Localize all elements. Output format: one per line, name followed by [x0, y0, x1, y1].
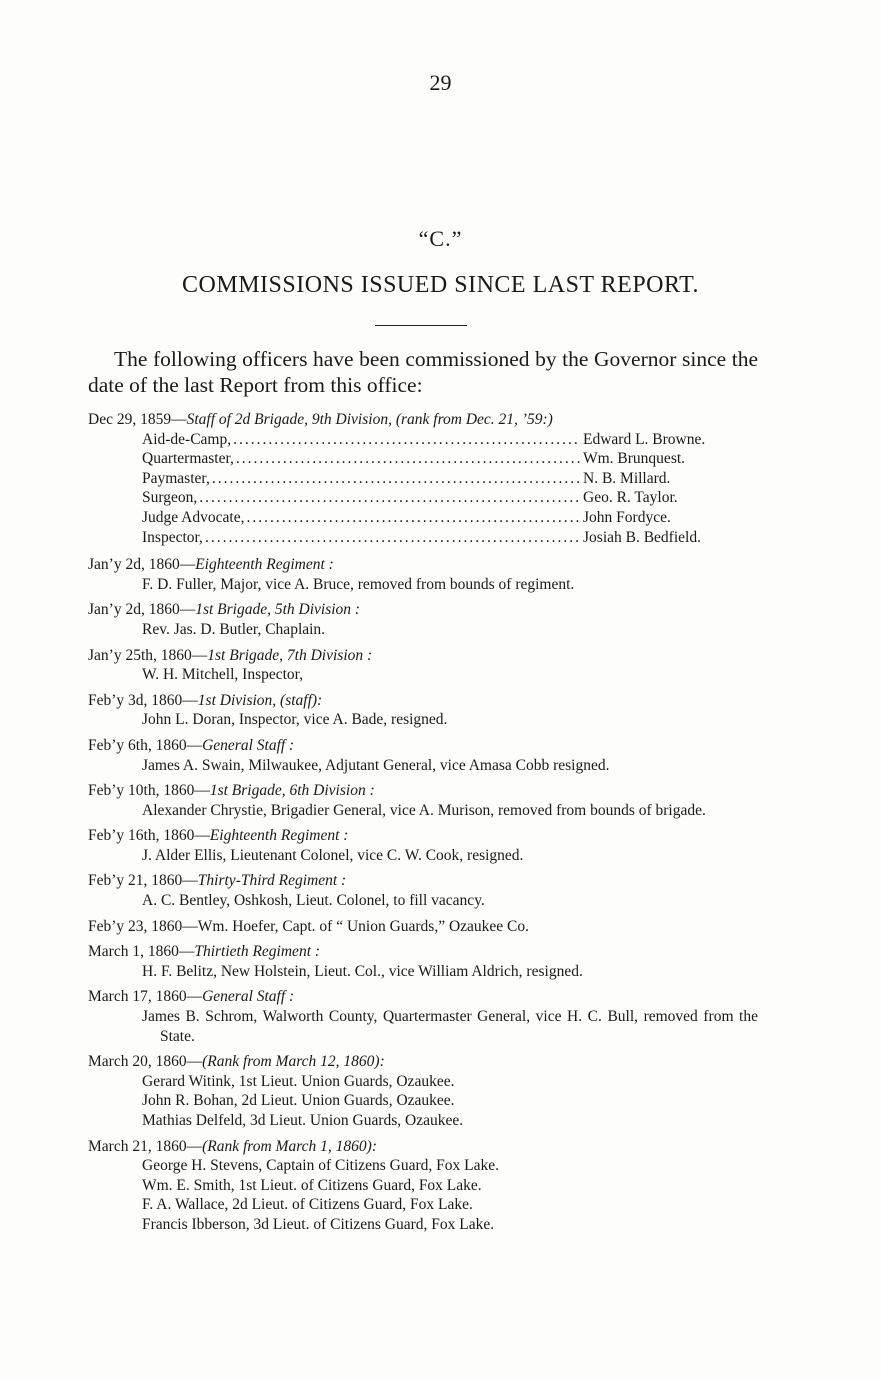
- entry-date: March 20, 1860—: [88, 1053, 203, 1071]
- intro-paragraph: The following officers have been commissioned by the Governor since the date of the last Report from this office:: [88, 347, 758, 397]
- commission-entry: [88, 691, 758, 730]
- staff-rows: [88, 430, 758, 548]
- entry-heading: [88, 646, 758, 666]
- dot-leader: [233, 430, 581, 450]
- commission-entry: [88, 736, 758, 775]
- entry-date: Feb’y 21, 1860—: [88, 872, 198, 890]
- entry-date: Feb’y 10th, 1860—: [88, 782, 210, 800]
- staff-row: [142, 430, 758, 450]
- commission-entry: [88, 781, 758, 820]
- entry-heading: [88, 1052, 758, 1072]
- dot-leader: [212, 469, 581, 489]
- entry-line: Rev. Jas. D. Butler, Chaplain.: [142, 620, 326, 638]
- staff-position: Judge Advocate,: [142, 508, 245, 526]
- staff-position: Quartermaster,: [142, 450, 234, 468]
- staff-row: [142, 488, 758, 508]
- staff-name: Josiah B. Bedfield.: [583, 528, 701, 546]
- entry-date: Feb’y 6th, 1860—: [88, 736, 203, 754]
- commission-entry: [88, 826, 758, 865]
- entry-line: Francis Ibberson, 3d Lieut. of Citizens Guard, Fox Lake.: [142, 1215, 495, 1233]
- entry-subheading: Thirtieth Regiment :: [194, 943, 321, 961]
- entry-line: A. C. Bentley, Oshkosh, Lieut. Colonel, to fill vacancy.: [142, 892, 485, 910]
- commission-entry: [88, 1137, 758, 1235]
- page-number: 29: [429, 70, 452, 95]
- entry-subheading: Eighteenth Regiment :: [195, 556, 334, 574]
- entry-date: Feb’y 3d, 1860—: [88, 691, 198, 709]
- entry-date: Feb’y 23, 1860—Wm. Hoefer, Capt. of “ Union Guards,” Ozaukee Co.: [88, 917, 530, 935]
- commission-entry: [88, 987, 758, 1046]
- commission-entry: [88, 871, 758, 910]
- entry-line: James B. Schrom, Walworth County, Quartermaster General, vice H. C. Bull, removed from the State.: [142, 1008, 758, 1045]
- staff-position: Aid-de-Camp,: [142, 430, 232, 448]
- entry-subheading: Eighteenth Regiment :: [209, 827, 349, 845]
- entry-line: H. F. Belitz, New Holstein, Lieut. Col., vice William Aldrich, resigned.: [142, 962, 583, 980]
- dot-leader: [236, 449, 581, 469]
- entry-line: Alexander Chrystie, Brigadier General, vice A. Murison, removed from bounds of brigade.: [142, 801, 706, 819]
- staff-name: John Fordyce.: [583, 508, 671, 526]
- entry-heading: [88, 1137, 758, 1157]
- dot-leader: [199, 488, 581, 508]
- commission-entry: [88, 646, 758, 685]
- entry-date: March 1, 1860—: [88, 943, 195, 961]
- entry-line: Mathias Delfeld, 3d Lieut. Union Guards, Ozaukee.: [142, 1112, 464, 1129]
- entry-subheading: (Rank from March 1, 1860):: [202, 1137, 377, 1155]
- dot-leader: [205, 528, 581, 548]
- entry-heading: [88, 942, 758, 962]
- entry-heading: [88, 691, 758, 711]
- commission-entry: [88, 1052, 758, 1130]
- staff-position: Surgeon,: [142, 489, 198, 507]
- staff-row: [142, 508, 758, 528]
- entry-line: John L. Doran, Inspector, vice A. Bade, resigned.: [142, 711, 448, 729]
- entry-heading: [88, 781, 758, 801]
- commission-entry: [88, 600, 758, 639]
- entry-line: John R. Bohan, 2d Lieut. Union Guards, Ozaukee.: [142, 1092, 455, 1110]
- staff-heading: [88, 410, 758, 430]
- entry-heading: [88, 555, 758, 575]
- commission-list: [88, 410, 758, 1241]
- commission-entry: [88, 942, 758, 981]
- staff-position: Paymaster,: [142, 469, 210, 487]
- page-title: COMMISSIONS ISSUED SINCE LAST REPORT.: [182, 272, 699, 298]
- staff-name: Edward L. Browne.: [583, 430, 706, 448]
- dot-leader: [246, 508, 581, 528]
- commission-entry: [88, 917, 758, 937]
- entry-heading: [88, 987, 758, 1007]
- staff-name: N. B. Millard.: [583, 469, 671, 487]
- entry-subheading: 1st Division, (staff):: [197, 691, 323, 709]
- entry-line: W. H. Mitchell, Inspector,: [142, 666, 304, 684]
- entry-date: Jan’y 2d, 1860—: [88, 601, 196, 619]
- entry-line: Wm. E. Smith, 1st Lieut. of Citizens Guard, Fox Lake.: [142, 1176, 482, 1194]
- entry-heading: [88, 826, 758, 846]
- commission-entry: [88, 555, 758, 594]
- entry-heading: [88, 917, 758, 937]
- entry-subheading: General Staff :: [202, 988, 295, 1006]
- entry-list: [88, 555, 758, 1234]
- entry-date: Jan’y 2d, 1860—: [88, 556, 196, 574]
- entry-date: Feb’y 16th, 1860—: [88, 827, 210, 845]
- staff-name: Geo. R. Taylor.: [583, 489, 678, 507]
- entry-heading: [88, 736, 758, 756]
- entry-subheading: 1st Brigade, 6th Division :: [209, 782, 375, 800]
- entry-line: F. D. Fuller, Major, vice A. Bruce, removed from bounds of regiment.: [142, 575, 575, 593]
- staff-position: Inspector,: [142, 528, 203, 546]
- entry-line: Gerard Witink, 1st Lieut. Union Guards, Ozaukee.: [142, 1072, 455, 1090]
- entry-subheading: 1st Brigade, 5th Division :: [195, 601, 361, 619]
- entry-date: Dec 29, 1859—: [88, 411, 187, 428]
- staff-row: [142, 528, 758, 548]
- entry-line: George H. Stevens, Captain of Citizens Guard, Fox Lake.: [142, 1157, 499, 1175]
- entry-date: March 21, 1860—: [88, 1137, 203, 1155]
- entry-line: F. A. Wallace, 2d Lieut. of Citizens Guard, Fox Lake.: [142, 1196, 473, 1214]
- title-rule: [375, 325, 467, 326]
- staff-row: [142, 449, 758, 469]
- entry-date: March 17, 1860—: [88, 988, 203, 1006]
- entry-line: J. Alder Ellis, Lieutenant Colonel, vice C. W. Cook, resigned.: [142, 846, 524, 864]
- entry-heading: [88, 600, 758, 620]
- staff-name: Wm. Brunquest.: [583, 450, 686, 468]
- staff-block: [88, 410, 758, 547]
- section-letter: “C.”: [418, 226, 463, 251]
- entry-subheading: (Rank from March 12, 1860):: [202, 1053, 385, 1071]
- entry-line: James A. Swain, Milwaukee, Adjutant General, vice Amasa Cobb resigned.: [142, 756, 610, 774]
- entry-heading: [88, 871, 758, 891]
- entry-subheading: Thirty-Third Regiment :: [197, 872, 347, 890]
- entry-date: Jan’y 25th, 1860—: [88, 646, 208, 664]
- entry-subheading: 1st Brigade, 7th Division :: [207, 646, 373, 664]
- staff-row: [142, 469, 758, 489]
- entry-subheading: General Staff :: [202, 736, 295, 754]
- entry-subheading: Staff of 2d Brigade, 9th Division, (rank from Dec. 21, ’59:): [186, 411, 553, 428]
